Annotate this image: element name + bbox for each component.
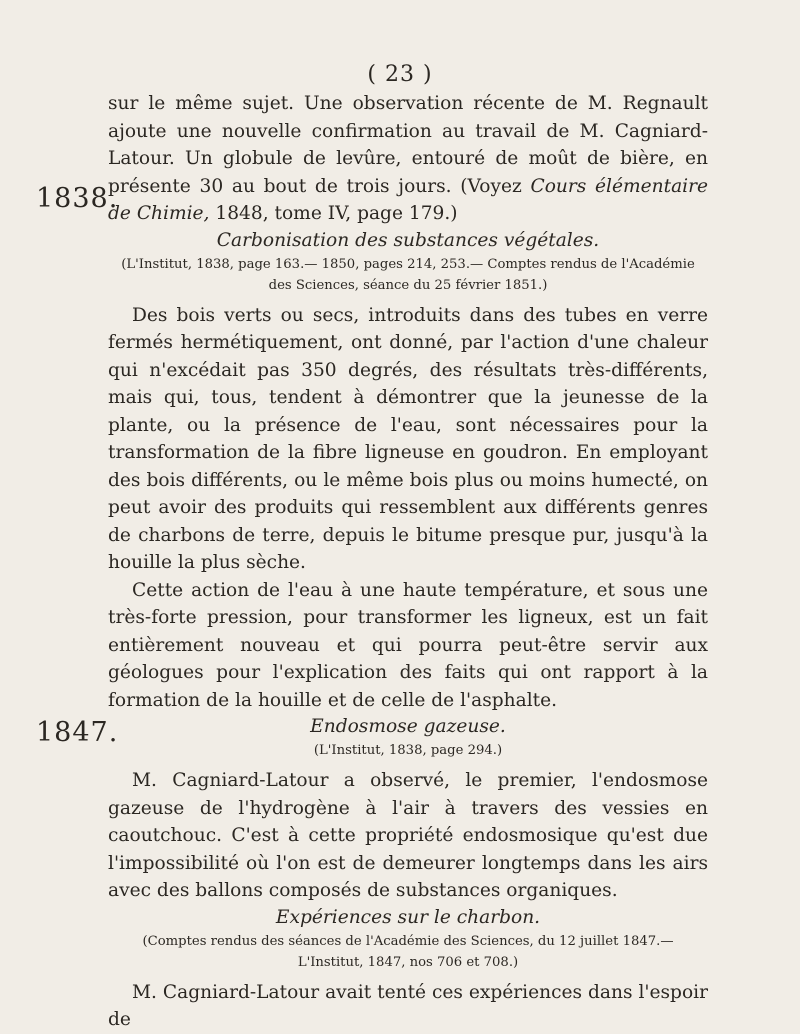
page-number: ( 23 ) [367,62,433,87]
section-title-carbonisation: Carbonisation des substances végétales. [216,229,600,251]
book-title: Cours élémentaire de Chimie, [108,175,708,224]
margin-year-1847: 1847. [36,717,119,748]
intro-text-1: sur le même sujet. Une observation récente de M. Regnault ajoute une nouvelle confirmation au travail de M. Cagniard-Latour. Un globule de levûre, entouré de moût de bière, en présente 30 au bout de trois jours. (Voyez [108,93,708,197]
margin-year-1838: 1838. [36,183,119,214]
paragraph-carbonisation-2: Cette action de l'eau à une haute température, et sous une très-forte pression, pour transformer les ligneux, est un fait entièrement nouveau et qui pourra peut-être servir aux géologues pour l'explication des faits qui ont rapport à la formation de la houille et de celle de l'asphalte. [108,579,708,711]
paragraph-charbon-1: M. Cagniard-Latour avait tenté ces expériences dans l'espoir de [108,981,708,1030]
page-body [108,90,708,1034]
section-title-charbon: Expériences sur le charbon. [275,906,541,928]
section-reference-endosmose: (L'Institut, 1838, page 294.) [313,743,503,758]
intro-text-2: 1848, tome IV, page 179.) [209,203,458,224]
intro-paragraph [108,90,708,228]
section-reference-charbon: (Comptes rendus des séances de l'Académie des Sciences, du 12 juillet 1847.—L'Institut, 1847, nos 706 et 708.) [142,933,674,970]
paragraph-carbonisation-1: Des bois verts ou secs, introduits dans des tubes en verre fermés hermétiquement, ont donné, par l'action d'une chaleur qui n'excédait pas 350 degrés, des résultats très-différents, mais qui, tous, tendent à démontrer que la jeunesse de la plante, ou la présence de l'eau, sont nécessaires pour la transformation de la fibre ligneuse en goudron. En employant des bois différents, ou le même bois plus ou moins humecté, on peut avoir des produits qui ressemblent aux différents genres de charbons de terre, depuis le bitume presque pur, jusqu'à la houille la plus sèche. [108,304,708,573]
section-reference-carbonisation: (L'Institut, 1838, page 163.— 1850, pages 214, 253.— Comptes rendus de l'Académie des Sciences, séance du 25 février 1851.) [121,256,695,293]
paragraph-endosmose-1: M. Cagniard-Latour a observé, le premier, l'endosmose gazeuse de l'hydrogène à l'air à travers des vessies en caoutchouc. C'est à cette propriété endosmosique qu'est due l'impossibilité où l'on est de demeurer longtemps dans les airs avec des ballons composés de substances organiques. [108,770,708,901]
section-title-endosmose: Endosmose gazeuse. [310,716,506,737]
